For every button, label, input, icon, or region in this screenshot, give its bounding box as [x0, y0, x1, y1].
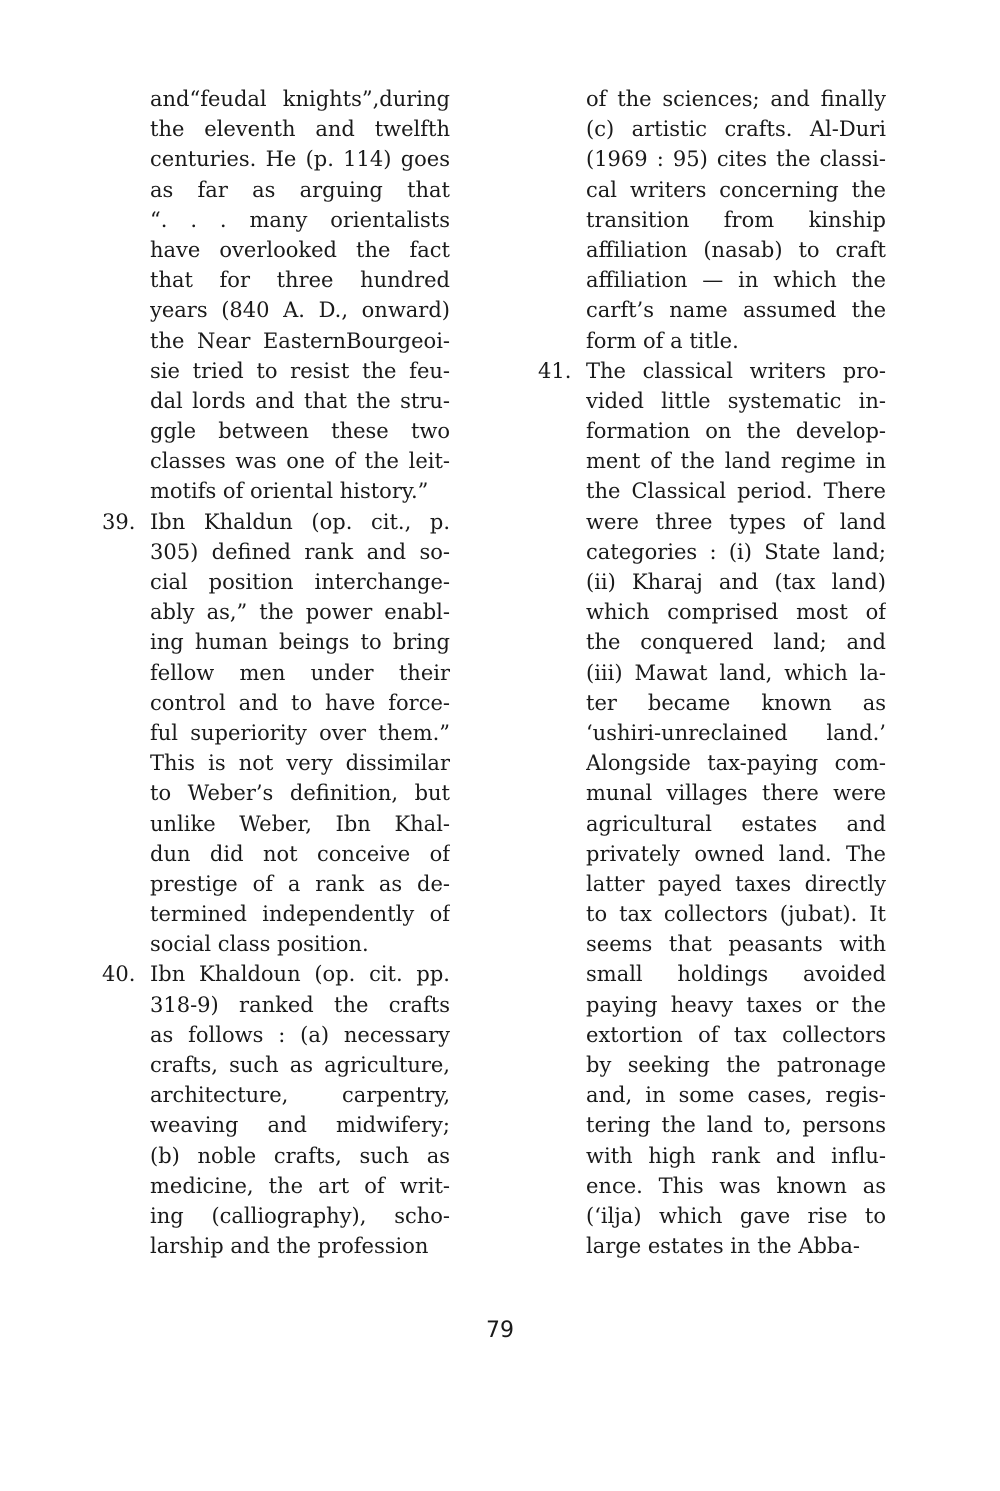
- text-line: [586, 446, 886, 476]
- line-text: ggle between these two: [150, 419, 450, 444]
- line-text: control and to have force-: [150, 690, 450, 715]
- line-text: (c) artistic crafts. Al-Duri: [586, 117, 886, 142]
- line-text: tering the land to, persons: [586, 1113, 886, 1138]
- line-text: (‘ilja) which gave rise to: [586, 1203, 886, 1228]
- text-line: [586, 869, 886, 899]
- text-line: [150, 416, 450, 446]
- line-text: cial position interchange-: [150, 570, 450, 594]
- text-line: [586, 1110, 886, 1140]
- line-text: medicine, the art of writ-: [150, 1173, 450, 1198]
- line-text: extortion of tax collectors: [586, 1022, 886, 1047]
- line-text: seems that peasants with: [586, 932, 886, 957]
- text-line: [150, 144, 450, 174]
- line-text: ing human beings to bring: [150, 630, 450, 655]
- text-line: [586, 1141, 886, 1171]
- line-text: categories : (i) State land;: [586, 539, 886, 564]
- line-text: centuries. He (p. 114) goes: [150, 147, 450, 172]
- line-text: motifs of oriental history.”: [150, 479, 429, 504]
- text-line: [150, 84, 450, 114]
- line-text: munal villages there were: [586, 781, 886, 806]
- text-line: [586, 265, 886, 295]
- line-text: privately owned land. The: [586, 841, 886, 866]
- line-text: formation on the develop-: [586, 419, 886, 444]
- line-text: have overlooked the fact: [150, 237, 450, 262]
- line-text: ‘ushiri-unreclained land.’: [586, 720, 886, 745]
- line-text: by seeking the patronage: [586, 1053, 886, 1077]
- text-line: [150, 1050, 450, 1080]
- line-text: Ibn Khaldun (op. cit., p.: [150, 509, 450, 534]
- line-text: ter became known as: [586, 690, 886, 715]
- line-text: form of a title.: [586, 328, 739, 353]
- text-line: [150, 869, 450, 899]
- line-text: of the sciences; and finally: [586, 87, 886, 111]
- text-line: [150, 839, 450, 869]
- text-line: [586, 658, 886, 688]
- text-line: [150, 1141, 450, 1171]
- text-line: [150, 718, 450, 748]
- text-line: [586, 748, 886, 778]
- note-number: 40.: [102, 962, 136, 987]
- text-line: [586, 84, 886, 114]
- page-number: 79: [486, 1318, 514, 1343]
- line-text: prestige of a rank as de-: [150, 871, 450, 896]
- text-line: [586, 326, 886, 356]
- line-text: larship and the profession: [150, 1234, 429, 1259]
- line-text: carft’s name assumed the: [586, 298, 886, 323]
- text-line: [586, 688, 886, 718]
- line-text: the eleventh and twelfth: [150, 117, 450, 142]
- line-text: ful superiority over them.”: [150, 720, 450, 745]
- line-text: ably as,” the power enabl-: [150, 600, 450, 625]
- text-line: [586, 1050, 886, 1080]
- line-text: transition from kinship: [586, 207, 886, 232]
- text-line: [150, 627, 450, 657]
- text-line: [150, 356, 450, 386]
- line-text: unlike Weber, Ibn Khal-: [150, 811, 450, 836]
- text-line: [150, 1110, 450, 1140]
- line-text: fellow men under their: [150, 660, 450, 685]
- text-line: [150, 929, 450, 959]
- line-text: as far as arguing that: [150, 177, 450, 202]
- text-line: [586, 1020, 886, 1050]
- line-text: the Near EasternBourgeoi-: [150, 328, 450, 353]
- text-line: [586, 235, 886, 265]
- text-line: [150, 476, 450, 506]
- text-line: [150, 688, 450, 718]
- text-line: [586, 809, 886, 839]
- text-line: [586, 386, 886, 416]
- line-text: ence. This was known as: [586, 1173, 886, 1198]
- text-line: [102, 507, 450, 537]
- line-text: paying heavy taxes or the: [586, 992, 886, 1017]
- line-text: ment of the land regime in: [586, 449, 886, 474]
- line-text: 318-9) ranked the crafts: [150, 992, 450, 1017]
- text-line: [150, 235, 450, 265]
- text-line: [150, 658, 450, 688]
- line-text: architecture, carpentry,: [150, 1083, 450, 1108]
- line-text: classes was one of the leit-: [150, 449, 450, 474]
- line-text: that for three hundred: [150, 268, 450, 293]
- text-line: [586, 1080, 886, 1110]
- text-line: [586, 476, 886, 506]
- line-text: sie tried to resist the feu-: [150, 358, 450, 383]
- line-text: dun did not conceive of: [150, 841, 450, 866]
- text-line: [150, 386, 450, 416]
- text-line: [586, 1201, 886, 1231]
- text-line: [586, 778, 886, 808]
- text-line: [150, 446, 450, 476]
- line-text: cal writers concerning the: [586, 177, 886, 202]
- line-text: to tax collectors (jubat). It: [586, 902, 886, 927]
- text-line: [586, 959, 886, 989]
- line-text: and“feudal knights”,during: [150, 87, 450, 111]
- text-line: [586, 175, 886, 205]
- text-line: [102, 959, 450, 989]
- line-text: with high rank and influ-: [586, 1143, 886, 1168]
- line-text: (ii) Kharaj and (tax land): [586, 570, 886, 594]
- line-text: (iii) Mawat land, which la-: [586, 660, 886, 685]
- text-line: [150, 899, 450, 929]
- line-text: vided little systematic in-: [586, 388, 886, 413]
- text-line: [586, 1171, 886, 1201]
- note-number: 39.: [102, 509, 136, 534]
- line-text: The classical writers pro-: [586, 358, 886, 383]
- text-line: [586, 567, 886, 597]
- line-text: (1969 : 95) cites the classi-: [586, 147, 886, 172]
- text-line: [586, 929, 886, 959]
- line-text: to Weber’s definition, but: [150, 781, 450, 806]
- text-line: [586, 205, 886, 235]
- line-text: agricultural estates and: [586, 811, 886, 836]
- text-line: [150, 778, 450, 808]
- text-line: [586, 507, 886, 537]
- line-text: 305) defined rank and so-: [150, 539, 450, 564]
- text-line: [150, 1231, 450, 1261]
- text-line: [150, 1020, 450, 1050]
- text-line: [150, 537, 450, 567]
- line-text: affiliation (nasab) to craft: [586, 237, 886, 262]
- line-text: social class position.: [150, 932, 369, 957]
- line-text: and, in some cases, regis-: [586, 1083, 886, 1108]
- text-line: [586, 899, 886, 929]
- line-text: Ibn Khaldoun (op. cit. pp.: [150, 962, 450, 987]
- line-text: large estates in the Abba-: [586, 1234, 860, 1259]
- line-text: (b) noble crafts, such as: [150, 1143, 450, 1168]
- text-line: [150, 1080, 450, 1110]
- text-line: [150, 295, 450, 325]
- text-line: [586, 114, 886, 144]
- line-text: ing (calliography), scho-: [150, 1203, 450, 1228]
- line-text: This is not very dissimilar: [150, 751, 450, 776]
- line-text: the Classical period. There: [586, 479, 886, 504]
- line-text: latter payed taxes directly: [586, 871, 886, 896]
- line-text: affiliation — in which the: [586, 268, 886, 293]
- text-line: [586, 1231, 886, 1261]
- text-line: [150, 175, 450, 205]
- line-text: “. . . many orientalists: [150, 207, 450, 232]
- text-line: [150, 1171, 450, 1201]
- text-line: [538, 356, 886, 386]
- text-line: [150, 1201, 450, 1231]
- line-text: were three types of land: [586, 509, 886, 534]
- line-text: weaving and midwifery;: [150, 1113, 450, 1138]
- text-line: [586, 295, 886, 325]
- right-column: [538, 84, 886, 1261]
- line-text: crafts, such as agriculture,: [150, 1053, 450, 1077]
- text-line: [150, 809, 450, 839]
- text-line: [150, 205, 450, 235]
- line-text: years (840 A. D., onward): [150, 298, 450, 323]
- note-number: 41.: [538, 358, 572, 383]
- text-line: [150, 326, 450, 356]
- text-line: [586, 627, 886, 657]
- text-line: [586, 597, 886, 627]
- text-line: [586, 990, 886, 1020]
- line-text: dal lords and that the stru-: [150, 388, 450, 413]
- text-line: [150, 567, 450, 597]
- text-line: [586, 144, 886, 174]
- text-line: [150, 114, 450, 144]
- line-text: termined independently of: [150, 902, 450, 927]
- text-line: [586, 839, 886, 869]
- text-line: [150, 597, 450, 627]
- line-text: Alongside tax-paying com-: [586, 751, 886, 776]
- line-text: small holdings avoided: [586, 962, 886, 987]
- text-line: [586, 537, 886, 567]
- line-text: the conquered land; and: [586, 630, 886, 655]
- text-line: [150, 990, 450, 1020]
- text-line: [586, 416, 886, 446]
- line-text: which comprised most of: [586, 600, 886, 625]
- text-line: [150, 748, 450, 778]
- line-text: as follows : (a) necessary: [150, 1022, 450, 1047]
- left-column: [102, 84, 450, 1261]
- text-line: [150, 265, 450, 295]
- text-line: [586, 718, 886, 748]
